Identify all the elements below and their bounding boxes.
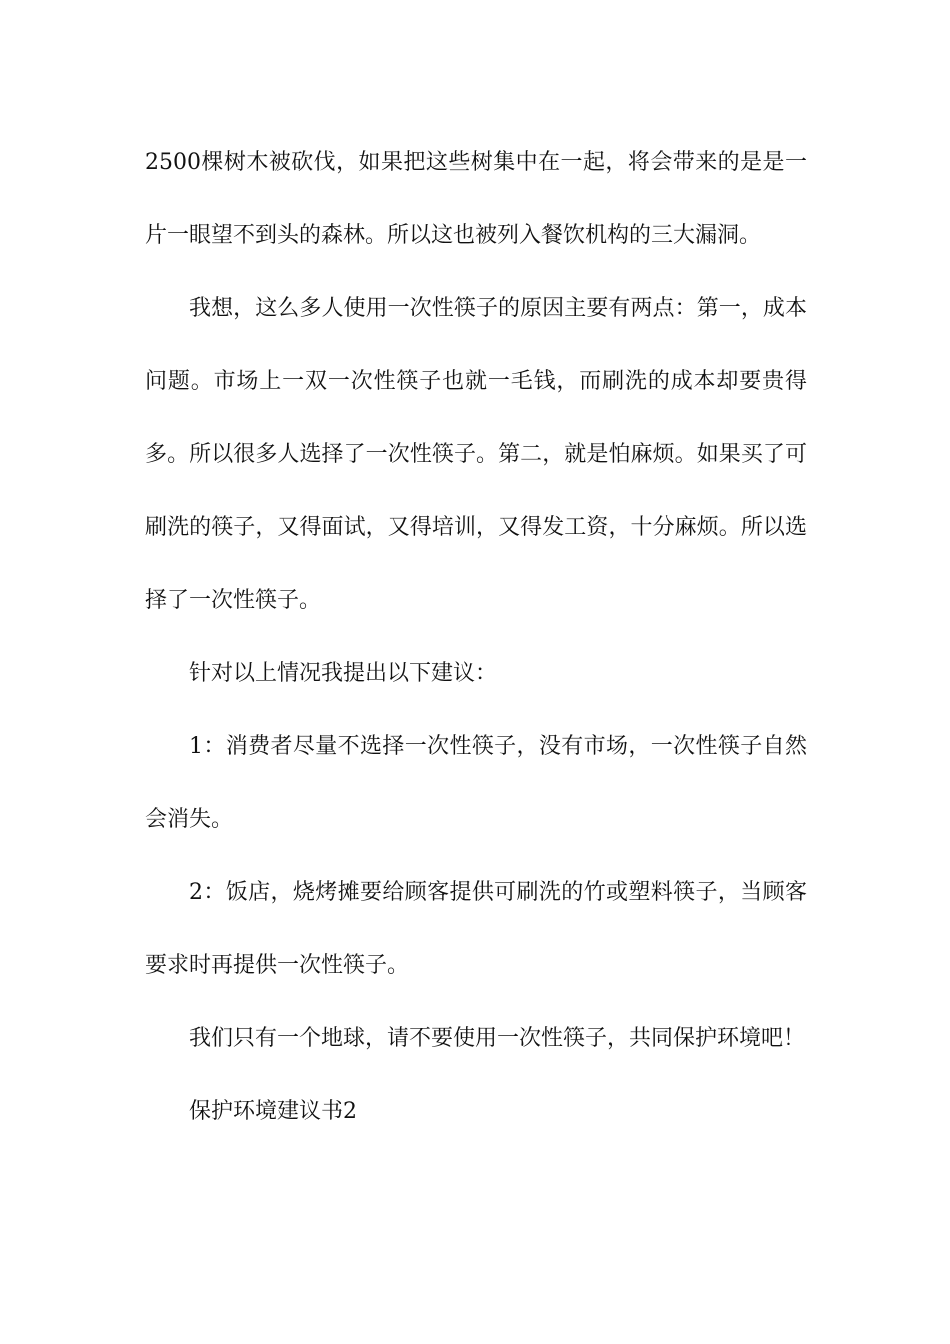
- paragraph-suggestion-2: 2：饭店，烧烤摊要给顾客提供可刷洗的竹或塑料筷子，当顾客要求时再提供一次性筷子。: [145, 880, 807, 978]
- paragraph-suggestions-intro: 针对以上情况我提出以下建议：: [189, 661, 498, 686]
- section-heading: 保护环境建议书2: [189, 1099, 357, 1124]
- paragraph-suggestion-1: 1：消费者尽量不选择一次性筷子，没有市场，一次性筷子自然会消失。: [145, 734, 807, 832]
- document-body: [145, 126, 807, 1148]
- paragraph-reasons: 我想，这么多人使用一次性筷子的原因主要有两点：第一，成本问题。市场上一双一次性筷子也就一毛钱，而刷洗的成本却要贵得多。所以很多人选择了一次性筷子。第二，就是怕麻烦。如果买了可刷洗的筷子，又得面试，又得培训，又得发工资，十分麻烦。所以选择了一次性筷子。: [145, 296, 807, 613]
- paragraph-continuation: 2500棵树木被砍伐，如果把这些树集中在一起，将会带来的是是一片一眼望不到头的森林。所以这也被列入餐饮机构的三大漏洞。: [145, 150, 807, 248]
- paragraph-closing: 我们只有一个地球，请不要使用一次性筷子，共同保护环境吧！: [189, 1026, 806, 1051]
